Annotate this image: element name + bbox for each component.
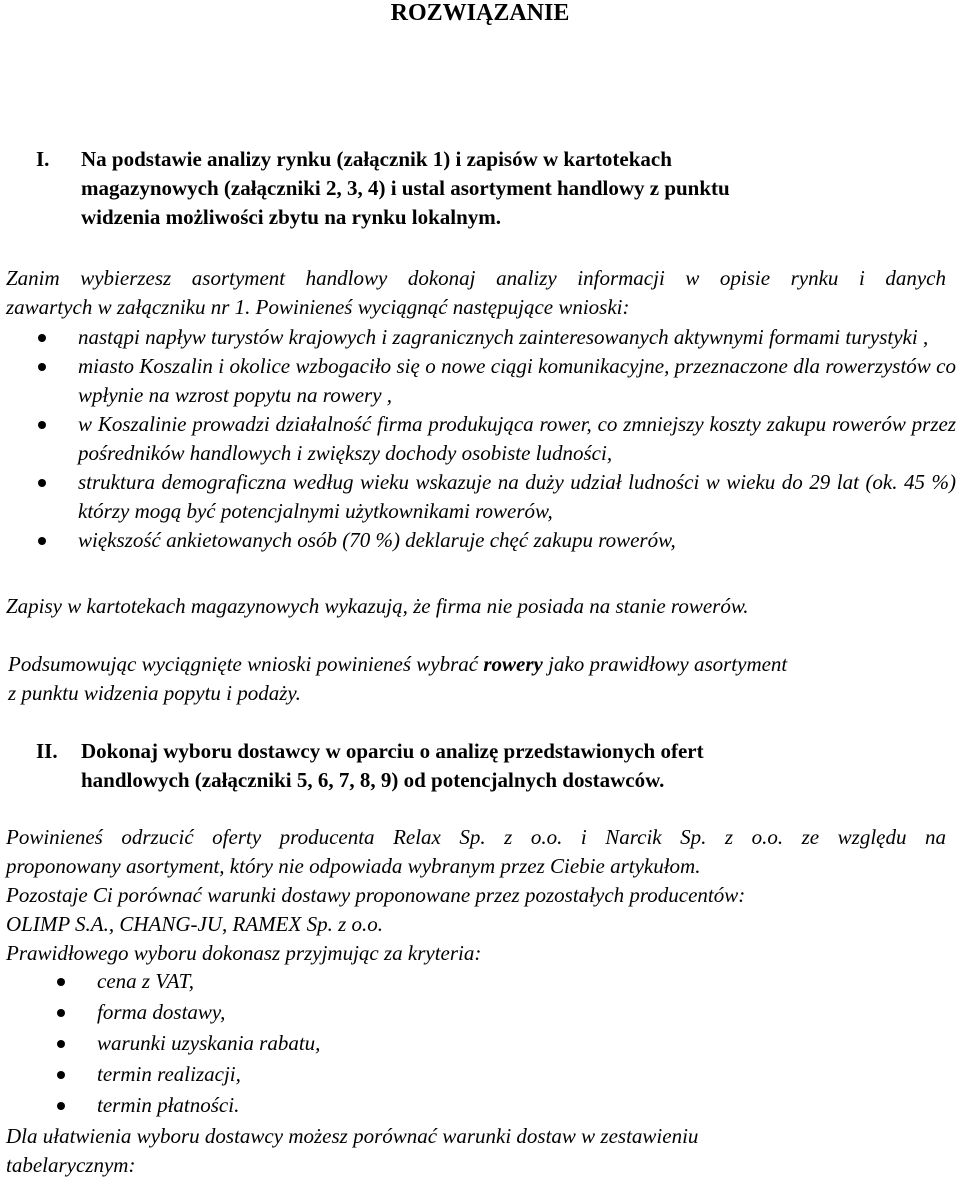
section-1-line: Na podstawie analizy rynku (załącznik 1) i zapisów w kartotekach: [81, 147, 672, 171]
supplier-line: Pozostaje Ci porównać warunki dostawy proponowane przez pozostałych producentów:: [6, 883, 746, 907]
intro-line: Zanim wybierzesz asortyment handlowy dokonaj analizy informacji w opisie rynku i danych: [6, 266, 946, 290]
stock-note: Zapisy w kartotekach magazynowych wykazują, że firma nie posiada na stanie rowerów.: [6, 594, 749, 618]
criteria-list: [0, 967, 700, 1122]
list-item-text: miasto Koszalin i okolice wzbogaciło się o nowe ciągi komunikacyjne, przeznaczone dla rowerzystów co wpłynie na wzrost popytu na rowery ,: [78, 354, 956, 407]
section-2-line: Dokonaj wyboru dostawcy w oparciu o analizę przedstawionych ofert: [81, 739, 704, 763]
bullet-icon: [57, 1009, 65, 1017]
list-item: [0, 352, 956, 410]
bullet-icon: [38, 421, 46, 429]
summary-line: z punktu widzenia popytu i podaży.: [8, 681, 301, 705]
section-2-number: II.: [36, 739, 58, 763]
page-title: ROZWIĄZANIE: [390, 0, 570, 26]
supplier-line: OLIMP S.A., CHANG-JU, RAMEX Sp. z o.o.: [6, 912, 383, 936]
list-item: [0, 1060, 700, 1091]
supplier-line: proponowany asortyment, który nie odpowiada wybranym przez Ciebie artykułom.: [6, 854, 701, 878]
section-1-line: widzenia możliwości zbytu na rynku lokalnym.: [81, 205, 502, 229]
bullet-icon: [57, 1040, 65, 1048]
list-item-text: forma dostawy,: [97, 1000, 226, 1024]
section-1-line: magazynowych (załączniki 2, 3, 4) i ustal asortyment handlowy z punktu: [81, 176, 730, 200]
bullet-icon: [38, 479, 46, 487]
list-item-text: większość ankietowanych osób (70 %) deklaruje chęć zakupu rowerów,: [78, 528, 676, 552]
intro-line: zawartych w załączniku nr 1. Powinieneś wyciągnąć następujące wnioski:: [6, 295, 630, 319]
section-1-number: I.: [36, 147, 50, 171]
conclusions-list: [0, 323, 956, 555]
closing-paragraph: [6, 1122, 946, 1180]
list-item-text: nastąpi napływ turystów krajowych i zagranicznych zainteresowanych aktywnymi formami turystyki ,: [78, 325, 929, 349]
summary-paragraph: [8, 650, 948, 708]
section-2-line: handlowych (załączniki 5, 6, 7, 8, 9) od potencjalnych dostawców.: [81, 768, 665, 792]
bullet-icon: [57, 1071, 65, 1079]
intro-paragraph: [6, 264, 946, 322]
list-item-text: termin płatności.: [97, 1093, 240, 1117]
summary-keyword: rowery: [483, 652, 543, 676]
list-item-text: cena z VAT,: [97, 969, 195, 993]
list-item: [0, 468, 956, 526]
bullet-icon: [38, 537, 46, 545]
list-item: [0, 410, 956, 468]
closing-line: Dla ułatwienia wyboru dostawcy możesz porównać warunki dostaw w zestawieniu: [6, 1124, 699, 1148]
list-item: [0, 967, 700, 998]
summary-text: Podsumowując wyciągnięte wnioski powinieneś wybrać: [8, 652, 484, 676]
section-1-heading: [36, 145, 936, 232]
supplier-line: Powinieneś odrzucić oferty producenta Relax Sp. z o.o. i Narcik Sp. z o.o. ze względu na: [6, 825, 946, 849]
bullet-icon: [38, 363, 46, 371]
list-item-text: w Koszalinie prowadzi działalność firma produkująca rower, co zmniejszy koszty zakupu rowerów przez pośredników handlowych i zwiększy dochody osobiste ludności,: [78, 412, 956, 465]
list-item: [0, 323, 956, 352]
supplier-paragraph: [6, 823, 946, 968]
list-item: [0, 1091, 700, 1122]
section-2-heading: [36, 737, 936, 795]
bullet-icon: [57, 1102, 65, 1110]
closing-line: tabelarycznym:: [6, 1153, 136, 1177]
list-item-text: termin realizacji,: [97, 1062, 241, 1086]
bullet-icon: [57, 978, 65, 986]
bullet-icon: [38, 334, 46, 342]
list-item: [0, 998, 700, 1029]
list-item: [0, 1029, 700, 1060]
supplier-line: Prawidłowego wyboru dokonasz przyjmując za kryteria:: [6, 941, 482, 965]
list-item: [0, 526, 956, 555]
list-item-text: struktura demograficzna według wieku wskazuje na duży udział ludności w wieku do 29 lat (ok. 45 %) którzy mogą być potencjalnymi użytkownikami rowerów,: [78, 470, 956, 523]
list-item-text: warunki uzyskania rabatu,: [97, 1031, 321, 1055]
summary-text: jako prawidłowy asortyment: [542, 652, 788, 676]
